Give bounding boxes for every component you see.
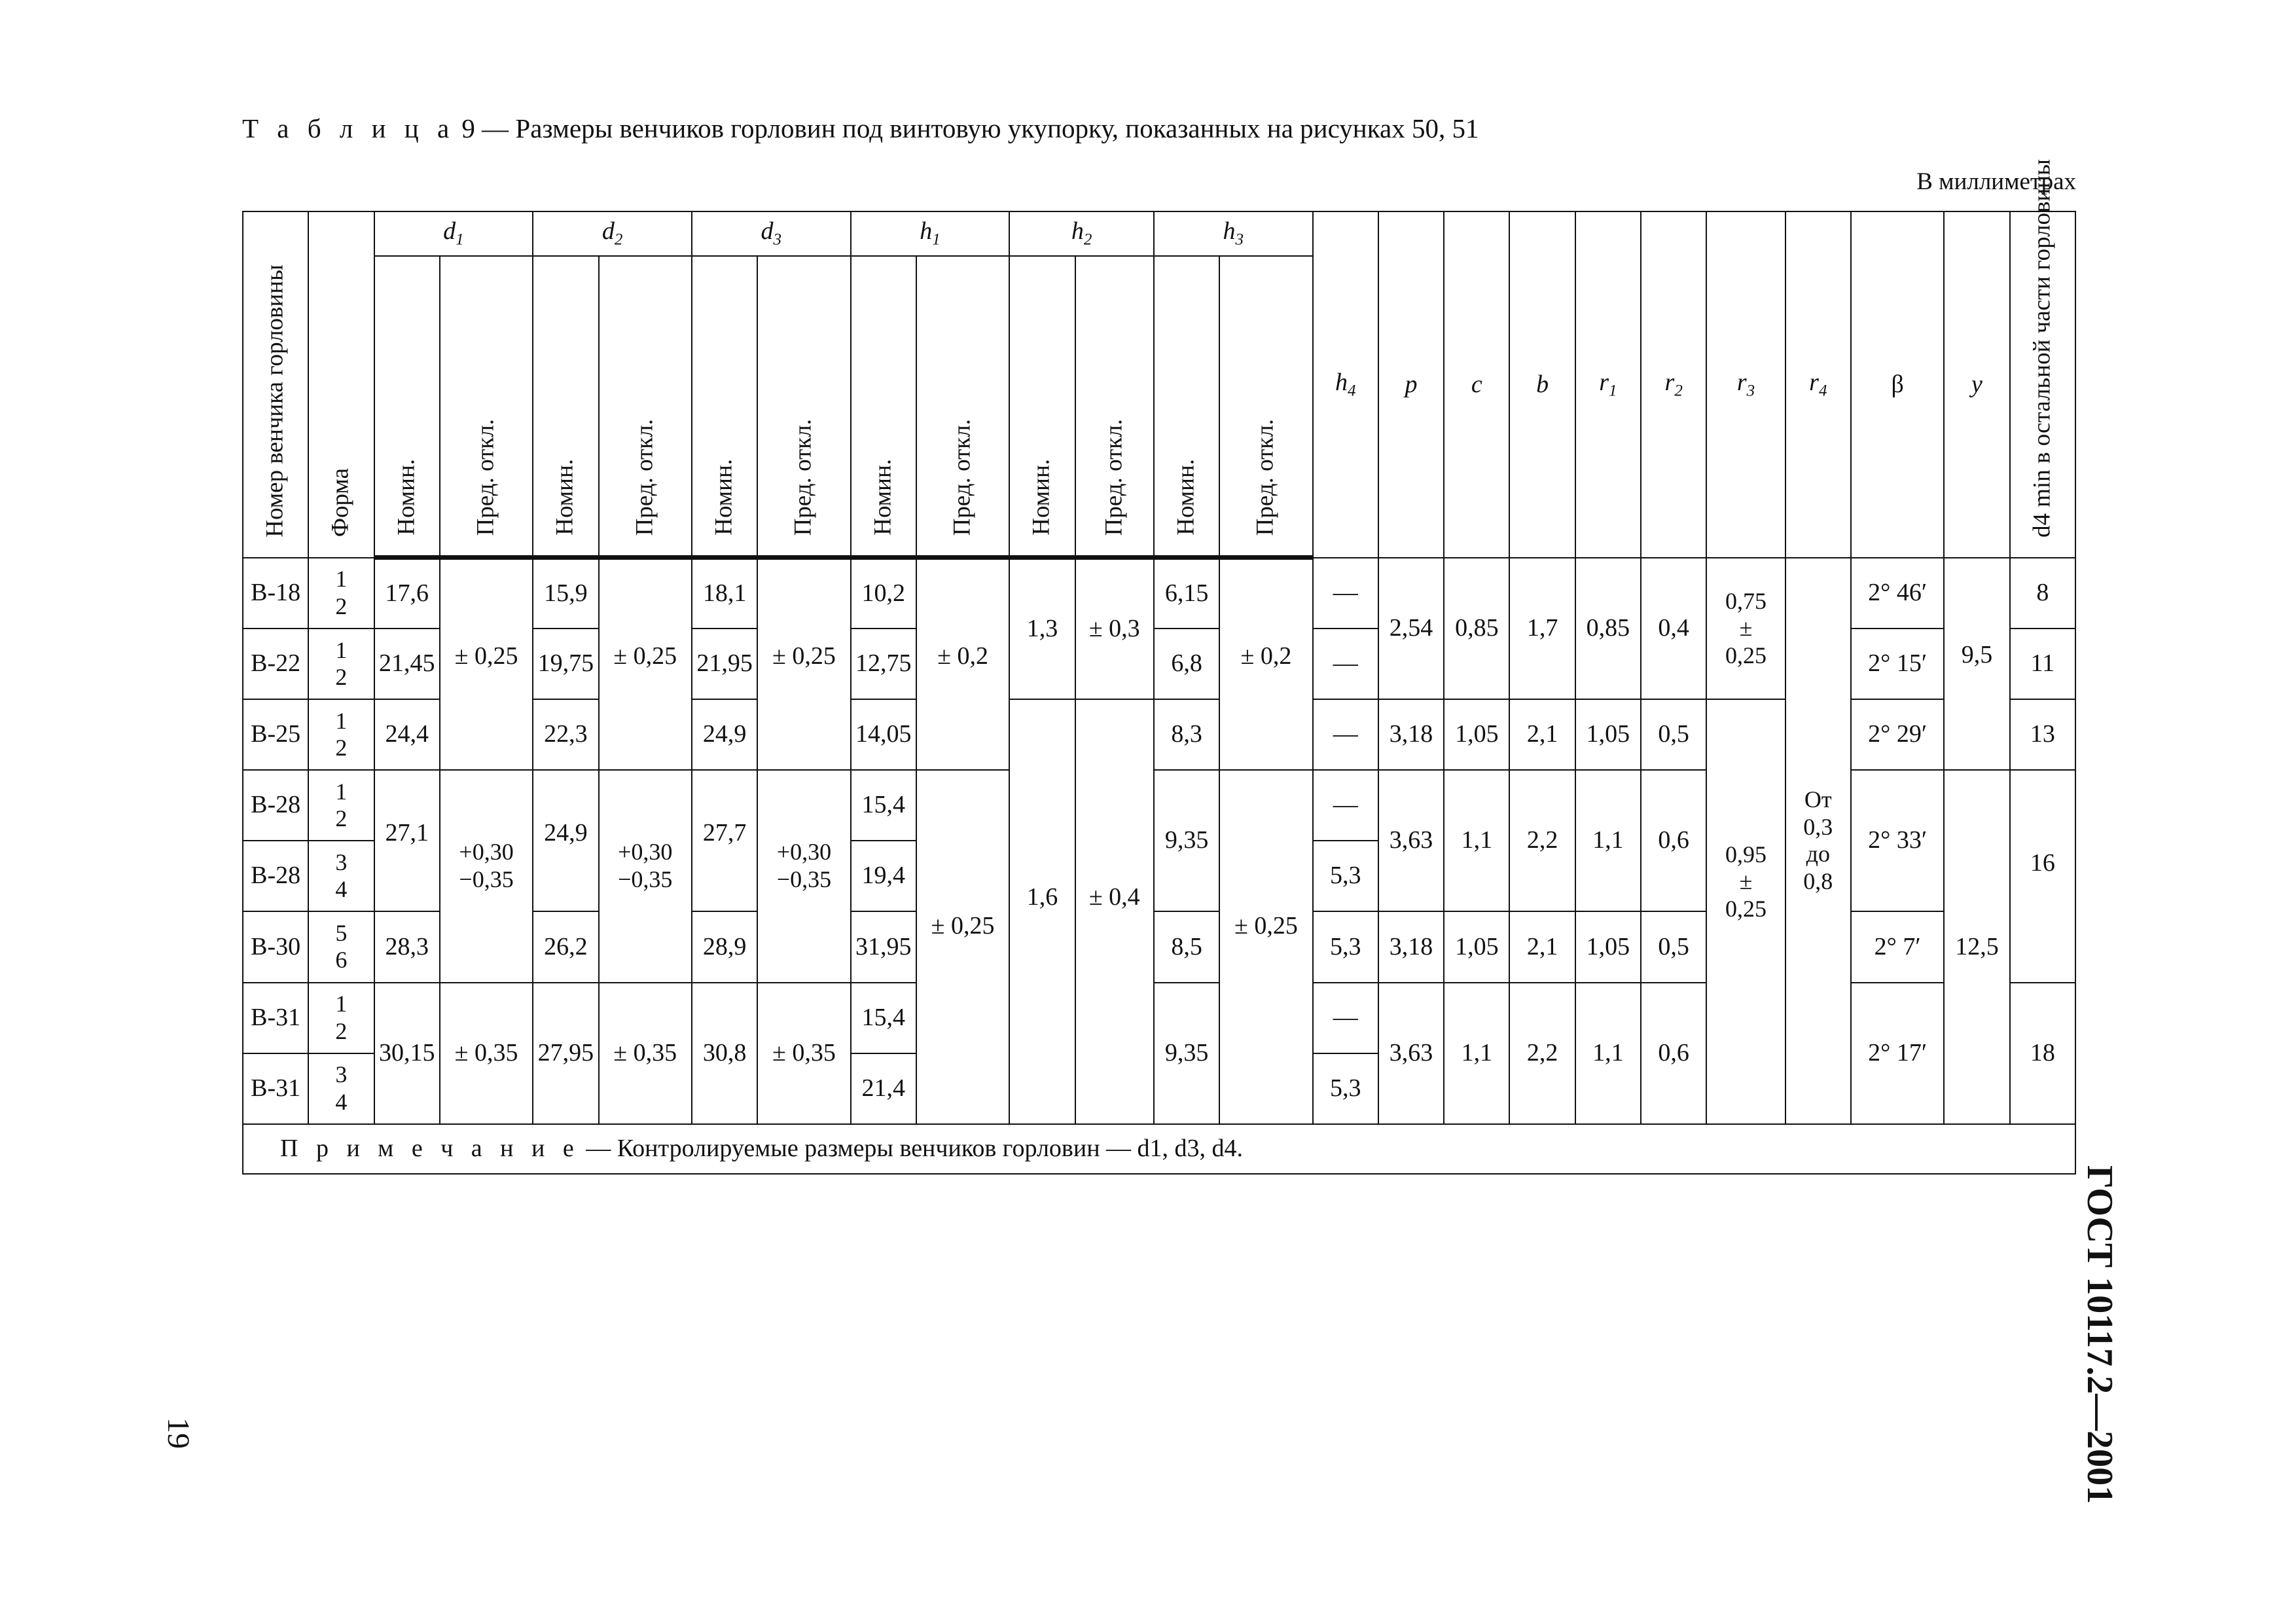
cell-num: В-22: [243, 629, 308, 699]
cell-d4min: 8: [2010, 558, 2075, 629]
cell-c: 1,1: [1444, 770, 1509, 911]
cell-d2-nom: 22,3: [533, 699, 598, 770]
cell-d3-nom: 24,9: [692, 699, 757, 770]
cell-d2-tol: ± 0,25: [599, 558, 692, 770]
cell-form: 3 4: [308, 841, 374, 911]
table-caption: [242, 113, 1479, 144]
cell-h4: 5,3: [1313, 841, 1378, 911]
header-d1-nomin: Номин.: [374, 256, 440, 558]
cell-c: 0,85: [1444, 558, 1509, 699]
cell-d3-nom: 18,1: [692, 558, 757, 629]
caption-label: Т а б л и ц а: [242, 113, 456, 143]
cell-num: В-25: [243, 699, 308, 770]
header-d3-pred: Пред. откл.: [757, 256, 850, 558]
header-h3-nomin: Номин.: [1154, 256, 1219, 558]
cell-p: 2,54: [1378, 558, 1444, 699]
standard-designation: ГОСТ 10117.2—2001: [2079, 1165, 2120, 1504]
cell-d3-nom: 21,95: [692, 629, 757, 699]
cell-d1-tol: +0,30 −0,35: [440, 770, 533, 982]
header-d2: $d_2$: [533, 211, 692, 256]
header-r4: $r_4$: [1785, 211, 1851, 558]
cell-c: 1,05: [1444, 911, 1509, 982]
cell-d4min: 18: [2010, 983, 2075, 1124]
cell-d1-nom: 30,15: [374, 983, 440, 1124]
cell-d1-nom: 24,4: [374, 699, 440, 770]
header-d4min: d4 min в остальной части горловины: [2010, 211, 2075, 558]
caption-number: 9: [461, 113, 475, 143]
cell-beta: 2° 7′: [1851, 911, 1944, 982]
cell-d3-tol: ± 0,35: [757, 983, 850, 1124]
cell-d2-nom: 27,95: [533, 983, 598, 1124]
cell-r2: 0,6: [1641, 983, 1706, 1124]
header-c: c: [1444, 211, 1509, 558]
header-number-col: Номер венчика горловины: [243, 211, 308, 558]
cell-r3: 0,75 ± 0,25: [1706, 558, 1785, 699]
cell-h4: —: [1313, 699, 1378, 770]
cell-d2-nom: 26,2: [533, 911, 598, 982]
cell-form: 1 2: [308, 699, 374, 770]
cell-h1-nom: 10,2: [851, 558, 916, 629]
cell-h3-nom: 6,8: [1154, 629, 1219, 699]
cell-p: 3,18: [1378, 699, 1444, 770]
cell-beta: 2° 15′: [1851, 629, 1944, 699]
cell-form: 1 2: [308, 629, 374, 699]
cell-d1-nom: 27,1: [374, 770, 440, 911]
cell-h3-nom: 6,15: [1154, 558, 1219, 629]
cell-h3-tol: ± 0,2: [1219, 558, 1312, 770]
header-d3: $d_3$: [692, 211, 851, 256]
cell-d4min: 16: [2010, 770, 2075, 982]
header-r3: $r_3$: [1706, 211, 1785, 558]
cell-beta: 2° 46′: [1851, 558, 1944, 629]
cell-h2-tol: ± 0,4: [1075, 699, 1154, 1124]
cell-h4: 5,3: [1313, 911, 1378, 982]
cell-d2-nom: 15,9: [533, 558, 598, 629]
cell-p: 3,18: [1378, 911, 1444, 982]
cell-num: В-31: [243, 1053, 308, 1124]
cell-h2-tol: ± 0,3: [1075, 558, 1154, 699]
cell-r1: 1,05: [1575, 699, 1641, 770]
header-d1-pred: Пред. откл.: [440, 256, 533, 558]
cell-c: 1,05: [1444, 699, 1509, 770]
cell-d3-nom: 28,9: [692, 911, 757, 982]
cell-d1-nom: 17,6: [374, 558, 440, 629]
cell-h2-nom: 1,3: [1009, 558, 1075, 699]
cell-h3-nom: 9,35: [1154, 770, 1219, 911]
cell-r1: 1,1: [1575, 983, 1641, 1124]
cell-h1-nom: 14,05: [851, 699, 916, 770]
cell-b: 1,7: [1509, 558, 1575, 699]
cell-h4: —: [1313, 983, 1378, 1053]
caption-text: — Размеры венчиков горловин под винтовую укупорку, показанных на рисунках 50, 51: [482, 113, 1479, 143]
cell-b: 2,2: [1509, 983, 1575, 1124]
cell-r2: 0,5: [1641, 911, 1706, 982]
cell-num: В-28: [243, 770, 308, 841]
cell-beta: 2° 29′: [1851, 699, 1944, 770]
cell-num: В-31: [243, 983, 308, 1053]
cell-d3-nom: 27,7: [692, 770, 757, 911]
header-h4: $h_4$: [1313, 211, 1378, 558]
cell-h4: —: [1313, 558, 1378, 629]
cell-d2-tol: ± 0,35: [599, 983, 692, 1124]
cell-b: 2,1: [1509, 699, 1575, 770]
cell-form: 5 6: [308, 911, 374, 982]
cell-d4min: 13: [2010, 699, 2075, 770]
cell-form: 1 2: [308, 983, 374, 1053]
cell-h1-nom: 15,4: [851, 770, 916, 841]
header-p: p: [1378, 211, 1444, 558]
cell-h3-nom: 9,35: [1154, 983, 1219, 1124]
cell-h3-tol: ± 0,25: [1219, 770, 1312, 1124]
cell-d1-tol: ± 0,35: [440, 983, 533, 1124]
cell-p: 3,63: [1378, 983, 1444, 1124]
cell-d3-tol: +0,30 −0,35: [757, 770, 850, 982]
cell-d3-tol: ± 0,25: [757, 558, 850, 770]
cell-form: 1 2: [308, 770, 374, 841]
cell-h2-nom: 1,6: [1009, 699, 1075, 1124]
cell-d1-nom: 28,3: [374, 911, 440, 982]
header-d2-nomin: Номин.: [533, 256, 598, 558]
cell-b: 2,2: [1509, 770, 1575, 911]
table-note: П р и м е ч а н и е — Контролируемые размеры венчиков горловин — d1, d3, d4.: [243, 1124, 2075, 1174]
header-h1: $h_1$: [851, 211, 1010, 256]
header-h3: $h_3$: [1154, 211, 1313, 256]
cell-d3-nom: 30,8: [692, 983, 757, 1124]
cell-r4: От 0,3 до 0,8: [1785, 558, 1851, 1124]
header-d1: $d_1$: [374, 211, 533, 256]
cell-h1-nom: 21,4: [851, 1053, 916, 1124]
cell-d1-nom: 21,45: [374, 629, 440, 699]
cell-h4: 5,3: [1313, 1053, 1378, 1124]
cell-c: 1,1: [1444, 983, 1509, 1124]
cell-r2: 0,6: [1641, 770, 1706, 911]
cell-d4min: 11: [2010, 629, 2075, 699]
cell-y: 9,5: [1944, 558, 2009, 770]
table-row: [243, 558, 2075, 629]
cell-h1-nom: 19,4: [851, 841, 916, 911]
header-r2: $r_2$: [1641, 211, 1706, 558]
cell-d2-nom: 24,9: [533, 770, 598, 911]
cell-r1: 0,85: [1575, 558, 1641, 699]
cell-d1-tol: ± 0,25: [440, 558, 533, 770]
header-h3-pred: Пред. откл.: [1219, 256, 1312, 558]
header-h1-nomin: Номин.: [851, 256, 916, 558]
cell-h1-tol: ± 0,25: [916, 770, 1009, 1124]
cell-beta: 2° 33′: [1851, 770, 1944, 911]
cell-d2-nom: 19,75: [533, 629, 598, 699]
cell-h3-nom: 8,3: [1154, 699, 1219, 770]
cell-h1-nom: 15,4: [851, 983, 916, 1053]
cell-d2-tol: +0,30 −0,35: [599, 770, 692, 982]
cell-y: 12,5: [1944, 770, 2009, 1124]
header-d3-nomin: Номин.: [692, 256, 757, 558]
header-h2-nomin: Номин.: [1009, 256, 1075, 558]
cell-h3-nom: 8,5: [1154, 911, 1219, 982]
header-h2: $h_2$: [1009, 211, 1154, 256]
cell-form: 1 2: [308, 558, 374, 629]
cell-form: 3 4: [308, 1053, 374, 1124]
cell-num: В-28: [243, 841, 308, 911]
cell-h1-tol: ± 0,2: [916, 558, 1009, 770]
cell-beta: 2° 17′: [1851, 983, 1944, 1124]
header-r1: $r_1$: [1575, 211, 1641, 558]
cell-num: В-18: [243, 558, 308, 629]
header-beta: β: [1851, 211, 1944, 558]
cell-h1-nom: 12,75: [851, 629, 916, 699]
header-h1-pred: Пред. откл.: [916, 256, 1009, 558]
cell-h4: —: [1313, 770, 1378, 841]
cell-b: 2,1: [1509, 911, 1575, 982]
header-d2-pred: Пред. откл.: [599, 256, 692, 558]
cell-r2: 0,5: [1641, 699, 1706, 770]
cell-r3: 0,95 ± 0,25: [1706, 699, 1785, 1124]
cell-h4: —: [1313, 629, 1378, 699]
header-y: y: [1944, 211, 2009, 558]
cell-p: 3,63: [1378, 770, 1444, 911]
cell-r1: 1,05: [1575, 911, 1641, 982]
header-form-col: Форма: [308, 211, 374, 558]
page-number: 19: [161, 1417, 196, 1449]
header-b: b: [1509, 211, 1575, 558]
header-h2-pred: Пред. откл.: [1075, 256, 1154, 558]
units-label: В миллиметрах: [1916, 168, 2076, 195]
cell-r1: 1,1: [1575, 770, 1641, 911]
cell-h1-nom: 31,95: [851, 911, 916, 982]
cell-num: В-30: [243, 911, 308, 982]
cell-r2: 0,4: [1641, 558, 1706, 699]
